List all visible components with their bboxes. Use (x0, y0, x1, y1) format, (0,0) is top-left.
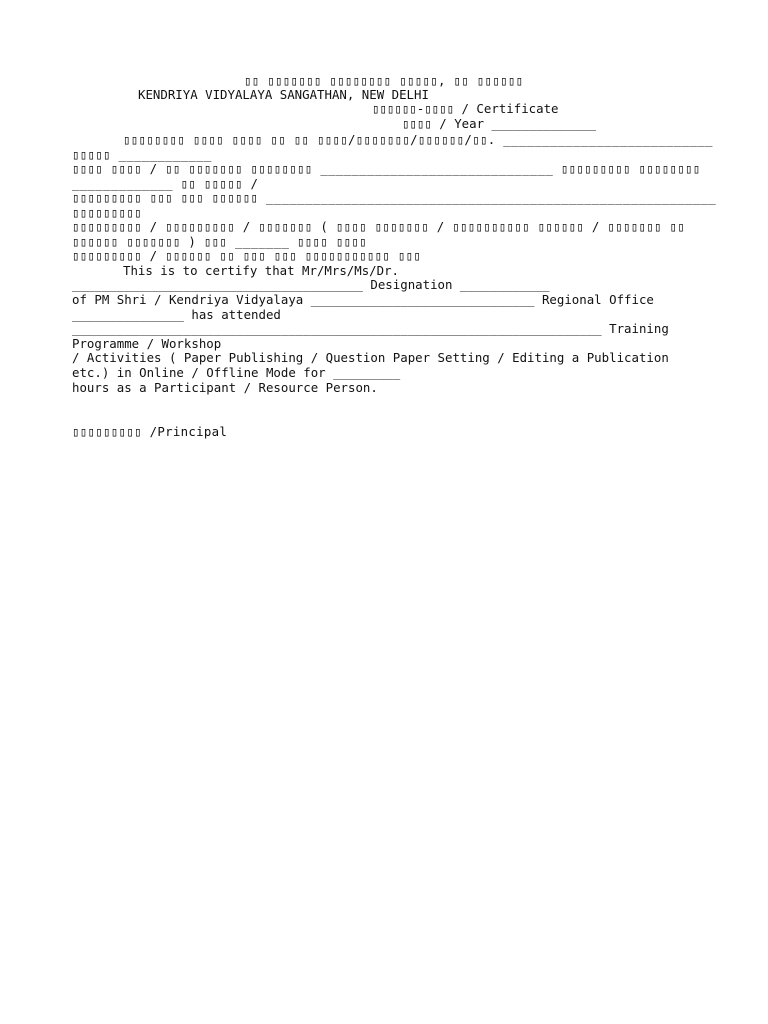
hindi-para-line-7: ▯▯▯▯▯▯▯▯▯ / ▯▯▯▯▯▯▯▯▯ / ▯▯▯▯▯▯▯ ( ▯▯▯▯ ▯▯▯▯▯▯▯ / ▯▯▯▯▯▯▯▯▯▯ ▯▯▯▯▯▯ / ▯▯▯▯▯▯▯ ▯▯ (72, 219, 686, 234)
hindi-para-line-1: ▯▯▯▯▯▯▯▯ ▯▯▯▯ ▯▯▯▯ ▯▯ ▯▯ ▯▯▯▯/▯▯▯▯▯▯▯/▯▯▯▯▯▯/▯▯. ___________________________ (123, 132, 713, 147)
english-para-line-3: of PM Shri / Kendriya Vidyalaya ______________________________ Regional Office (72, 292, 654, 307)
year-line: ▯▯▯▯ / Year ______________ (402, 116, 596, 131)
hindi-para-line-8: ▯▯▯▯▯▯ ▯▯▯▯▯▯▯ ) ▯▯▯ _______ ▯▯▯▯ ▯▯▯▯ (72, 234, 367, 249)
english-para-line-7: / Activities ( Paper Publishing / Question Paper Setting / Editing a Publication (72, 350, 669, 365)
hindi-para-line-3: ▯▯▯▯ ▯▯▯▯ / ▯▯ ▯▯▯▯▯▯▯ ▯▯▯▯▯▯▯▯ ______________________________ ▯▯▯▯▯▯▯▯▯ ▯▯▯▯▯▯▯▯ (72, 161, 701, 176)
hindi-para-line-2: ▯▯▯▯▯ ____________ (72, 147, 212, 162)
english-para-line-5: _______________________________________________________________________ Training (72, 321, 669, 336)
english-para-line-4: _______________ has attended (72, 307, 281, 322)
principal-signature-label: ▯▯▯▯▯▯▯▯▯ /Principal (72, 424, 228, 439)
hindi-para-line-6: ▯▯▯▯▯▯▯▯▯ (72, 205, 142, 220)
english-para-line-6: Programme / Workshop (72, 336, 222, 351)
organization-name: KENDRIYA VIDYALAYA SANGATHAN, NEW DELHI (138, 87, 429, 102)
english-para-line-2: _______________________________________ Designation ____________ (72, 277, 550, 292)
hindi-organization-name: ▯▯ ▯▯▯▯▯▯▯ ▯▯▯▯▯▯▯▯ ▯▯▯▯▯, ▯▯ ▯▯▯▯▯▯ (244, 73, 524, 88)
english-para-line-1: This is to certify that Mr/Mrs/Ms/Dr. (123, 263, 400, 278)
certificate-heading: ▯▯▯▯▯▯-▯▯▯▯ / Certificate (372, 101, 559, 116)
english-para-line-9: hours as a Participant / Resource Person. (72, 380, 378, 395)
hindi-para-line-5: ▯▯▯▯▯▯▯▯▯ ▯▯▯ ▯▯▯ ▯▯▯▯▯▯ __________________________________________________________ (72, 190, 717, 205)
hindi-para-line-9: ▯▯▯▯▯▯▯▯▯ / ▯▯▯▯▯▯ ▯▯ ▯▯▯ ▯▯▯ ▯▯▯▯▯▯▯▯▯▯▯ ▯▯▯ (72, 248, 422, 263)
hindi-para-line-4: _____________ ▯▯ ▯▯▯▯▯ / (72, 176, 259, 191)
english-para-line-8: etc.) in Online / Offline Mode for _________ (72, 365, 401, 380)
